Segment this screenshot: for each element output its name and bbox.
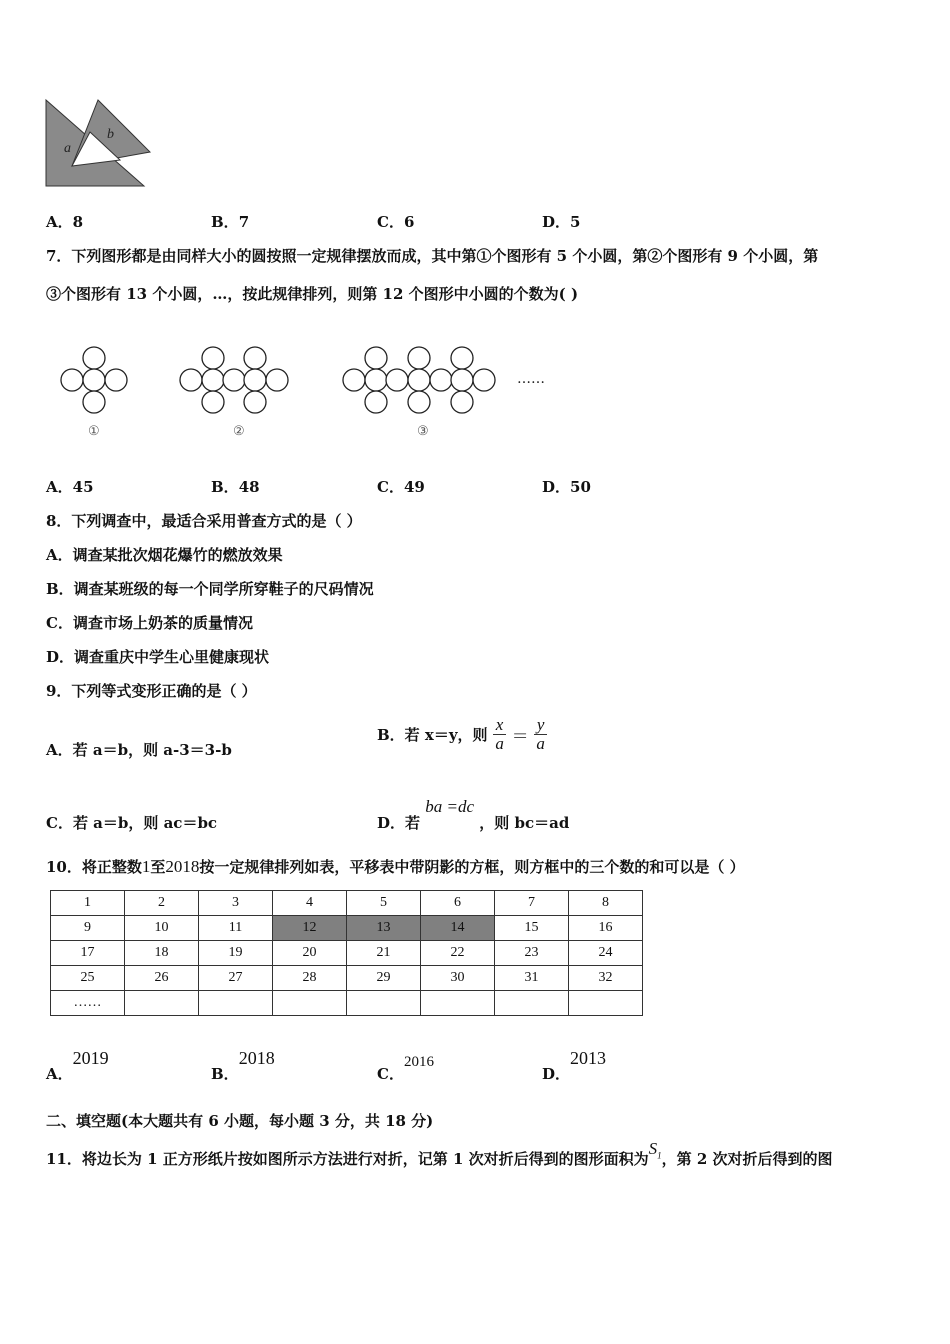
table-cell: 18 (125, 941, 199, 966)
table-cell: 8 (569, 891, 643, 916)
table-cell: 25 (51, 966, 125, 991)
table-cell: 32 (569, 966, 643, 991)
q6-option-a: A．8 (46, 213, 84, 231)
table-cell: 19 (199, 941, 273, 966)
q7-option-c: C．49 (377, 478, 425, 496)
q10-option-a: A．2019 (46, 1048, 109, 1083)
table-cell: 28 (273, 966, 347, 991)
equation-ba-dc: ba =dc (425, 797, 475, 816)
q8-option-b: B．调查某班级的每一个同学所穿鞋子的尺码情况 (46, 580, 374, 598)
table-cell: 9 (51, 916, 125, 941)
q7-line2: ③个图形有 13 个小圆，…，按此规律排列，则第 12 个图形中小圆的个数为( ) (46, 285, 579, 303)
q9-option-b: B．若 x＝y，则 $\frac{x}{a}$ ＝ $\frac{y}{a}$ (377, 716, 547, 753)
table-cell: …… (51, 991, 125, 1016)
table-cell: 30 (421, 966, 495, 991)
table-cell: 1 (51, 891, 125, 916)
area-symbol-s1: $S_1$ (648, 1139, 662, 1161)
q8-stem: 8．下列调查中，最适合采用普查方式的是（ ） (46, 512, 362, 530)
table-row (51, 891, 643, 916)
pattern-ellipsis: …… (517, 371, 545, 387)
table-cell: 2 (125, 891, 199, 916)
q7-option-a: A．45 (46, 478, 94, 496)
q6-option-c: C．6 (377, 213, 415, 231)
pattern-label-1: ① (88, 424, 100, 439)
table-cell: 5 (347, 891, 421, 916)
table-cell: 16 (569, 916, 643, 941)
q10-stem: 10．将正整数1至2018按一定规律排列如表，平移表中带阴影的方框，则方框中的三个数的和可以是（ ） (46, 857, 745, 876)
pattern-1 (61, 347, 127, 413)
table-cell: 24 (569, 941, 643, 966)
q7-line1: 7．下列图形都是由同样大小的圆按照一定规律摆放而成，其中第①个图形有 5 个小圆，第②个图形有 9 个小圆，第 (46, 247, 819, 265)
pattern-3 (343, 347, 495, 413)
pattern-label-2: ② (233, 424, 245, 439)
table-row (51, 991, 643, 1016)
q9-option-a: A．若 a＝b，则 a-3＝3-b (46, 741, 232, 759)
table-cell: 6 (421, 891, 495, 916)
table-cell: 31 (495, 966, 569, 991)
table-row (51, 916, 643, 941)
table-cell (125, 991, 199, 1016)
shaded-cell: 12 (273, 916, 347, 941)
table-cell: 4 (273, 891, 347, 916)
q9-option-d: D．若 ba =dc ，则 bc＝ad (377, 797, 570, 832)
label-a: a (64, 141, 71, 156)
q7-option-b: B．48 (211, 478, 260, 496)
fraction-x-over-a: $\frac{x}{a}$ (493, 716, 507, 753)
q8-option-a: A．调查某批次烟花爆竹的燃放效果 (46, 546, 283, 564)
number-table (50, 890, 643, 1016)
circle-pattern-figure (55, 343, 575, 443)
table-cell: 23 (495, 941, 569, 966)
table-cell: 3 (199, 891, 273, 916)
table-cell: 17 (51, 941, 125, 966)
table-cell (569, 991, 643, 1016)
q10-option-d: D．2013 (542, 1048, 607, 1083)
q8-option-c: C．调查市场上奶茶的质量情况 (46, 614, 253, 632)
table-cell: 20 (273, 941, 347, 966)
q7-option-d: D．50 (542, 478, 591, 496)
q6-option-b: B．7 (211, 213, 250, 231)
table-cell: 15 (495, 916, 569, 941)
table-cell: 22 (421, 941, 495, 966)
table-cell: 21 (347, 941, 421, 966)
q6-option-d: D．5 (542, 213, 581, 231)
table-cell: 27 (199, 966, 273, 991)
table-cell: 11 (199, 916, 273, 941)
shaded-cell: 14 (421, 916, 495, 941)
q10-option-b: B．2018 (211, 1048, 275, 1083)
q9-option-c: C．若 a＝b，则 ac＝bc (46, 814, 218, 832)
fraction-y-over-a: $\frac{y}{a}$ (534, 716, 548, 753)
pattern-label-3: ③ (417, 424, 429, 439)
table-cell: 10 (125, 916, 199, 941)
table-cell (495, 991, 569, 1016)
table-cell (273, 991, 347, 1016)
table-row (51, 941, 643, 966)
table-cell (421, 991, 495, 1016)
table-cell: 7 (495, 891, 569, 916)
q9-stem: 9．下列等式变形正确的是（ ） (46, 682, 257, 700)
q8-option-d: D．调查重庆中学生心里健康现状 (46, 648, 270, 666)
label-b: b (107, 127, 114, 142)
q10-option-c: C．2016 (377, 1054, 434, 1083)
pattern-2 (180, 347, 288, 413)
table-cell: 26 (125, 966, 199, 991)
triangle-figure (44, 98, 156, 190)
table-cell: 29 (347, 966, 421, 991)
section-title: 二、填空题(本大题共有 6 小题，每小题 3 分，共 18 分) (46, 1112, 434, 1130)
q11-text: 11．将边长为 1 正方形纸片按如图所示方法进行对折，记第 1 次对折后得到的图形面积为$S_1$，第 2 次对折后得到的图 (46, 1139, 833, 1168)
table-cell (347, 991, 421, 1016)
table-cell (199, 991, 273, 1016)
table-row (51, 966, 643, 991)
shaded-cell: 13 (347, 916, 421, 941)
